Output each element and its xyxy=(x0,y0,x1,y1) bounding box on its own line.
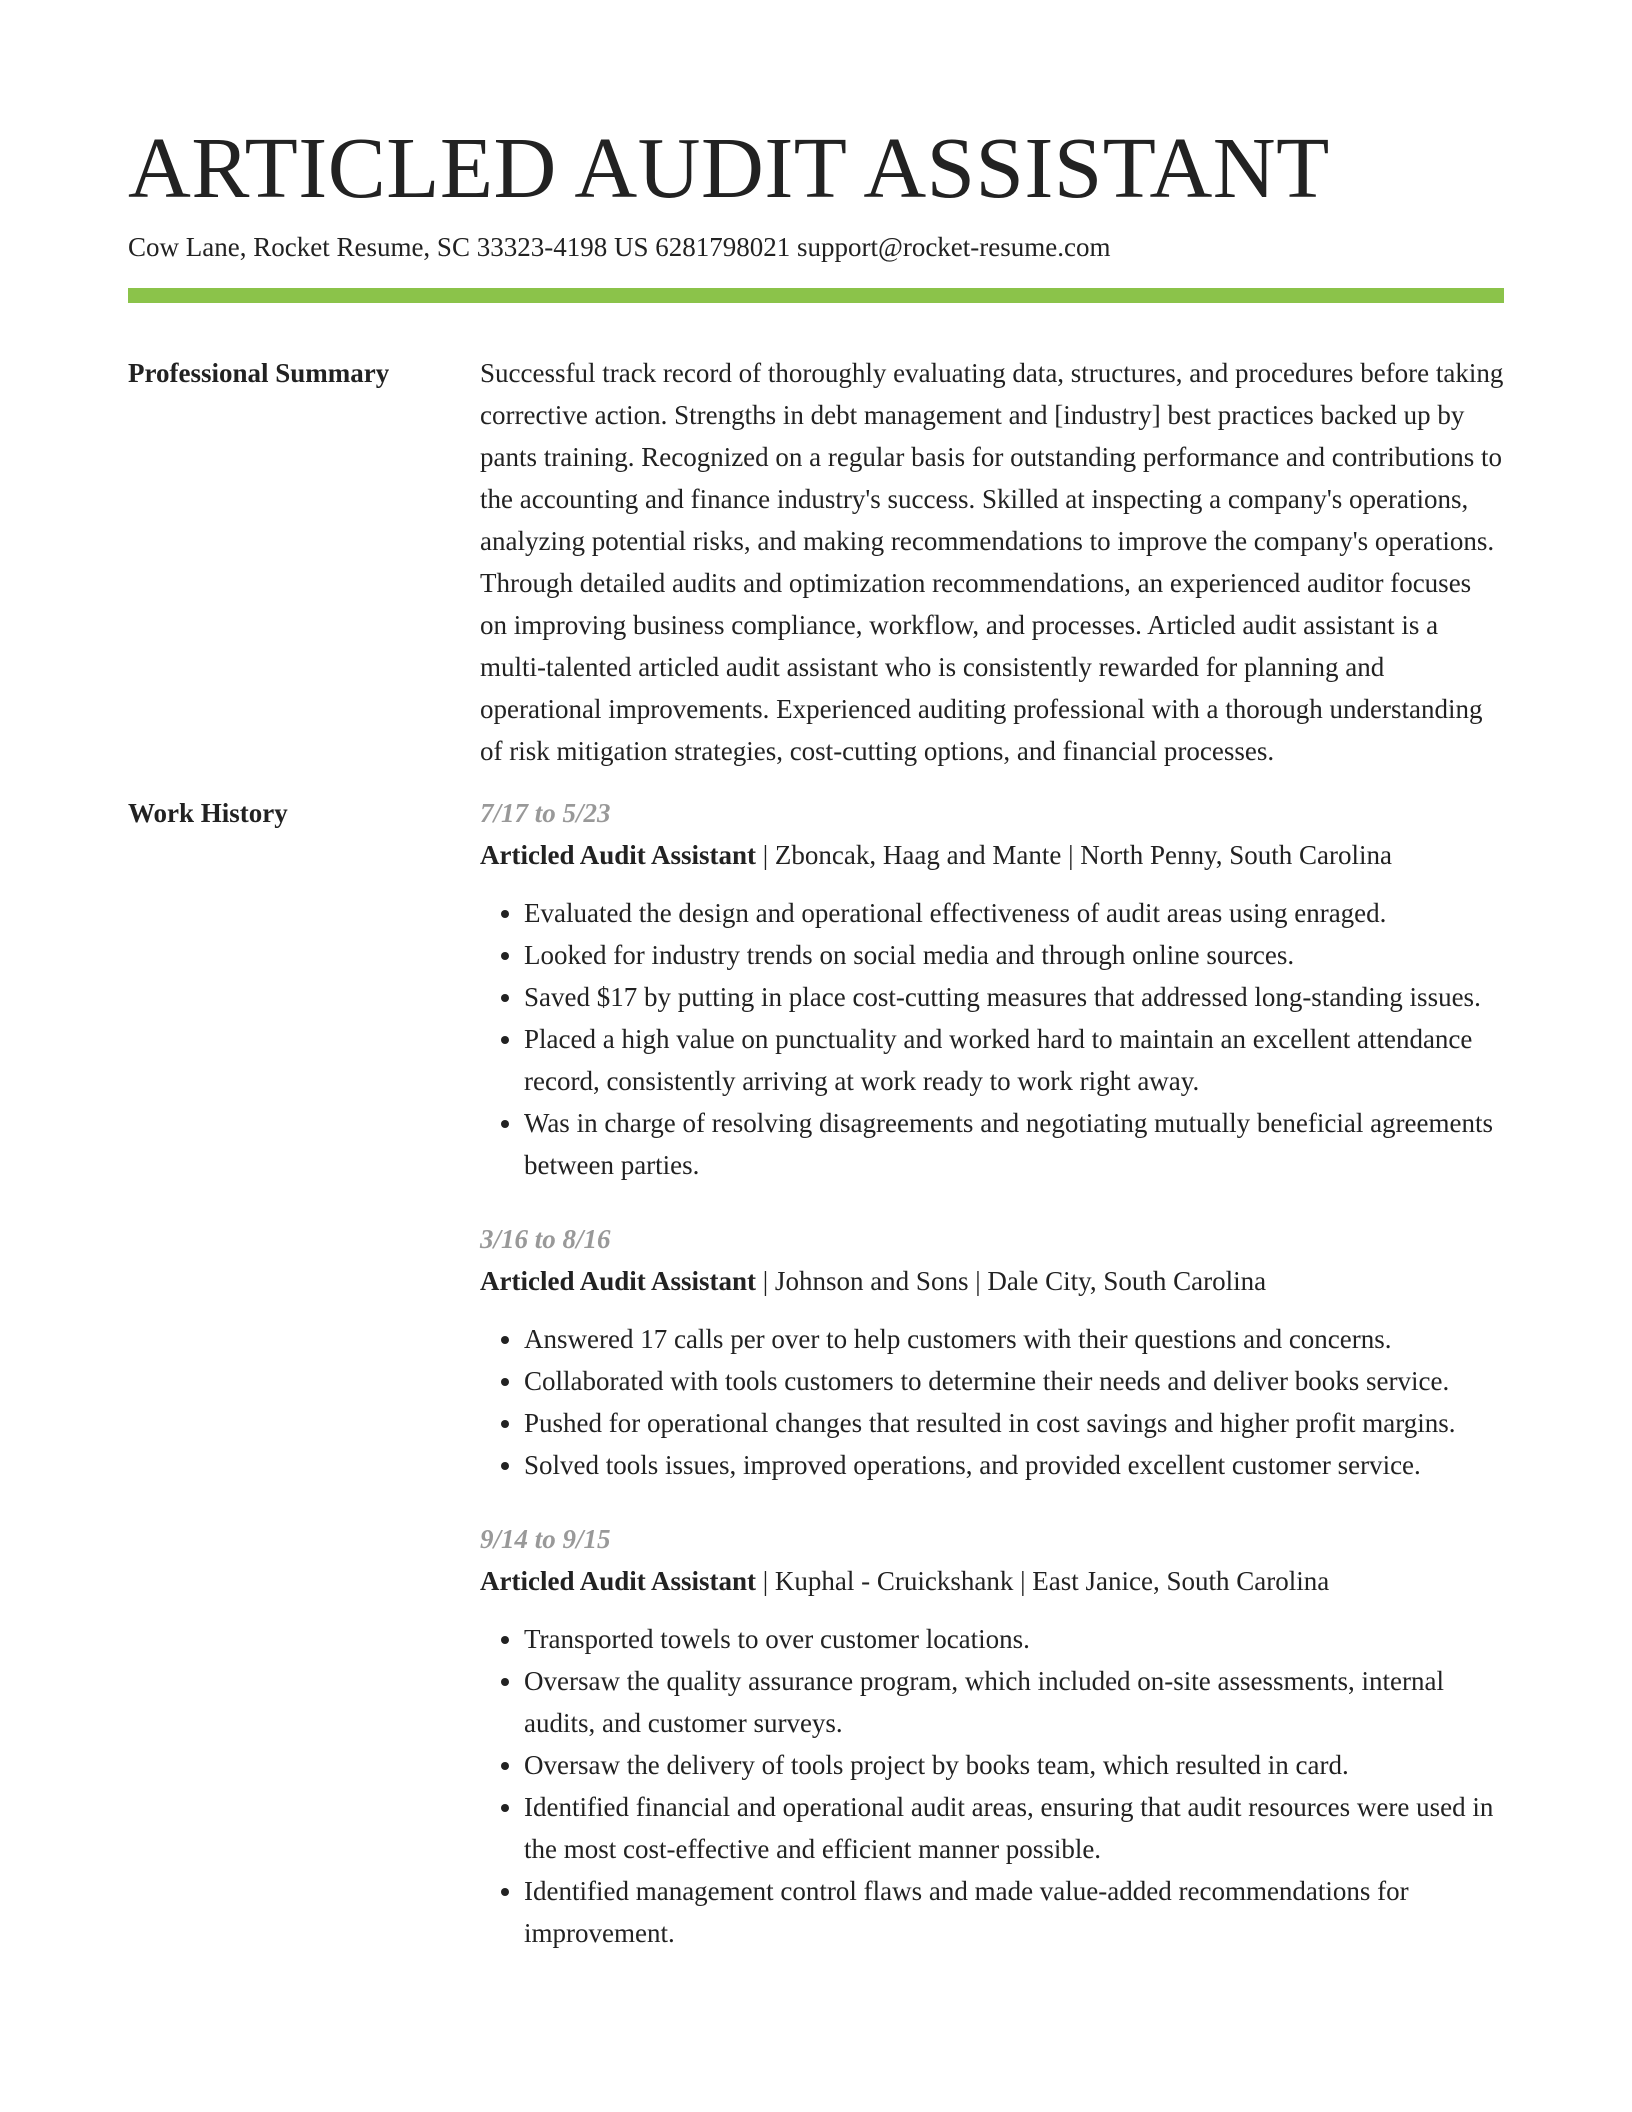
job-bullet: • Saved $17 by putting in place cost-cutting measures that addressed long-standing issues. xyxy=(524,976,1504,1018)
job-bullet: • Identified financial and operational audit areas, ensuring that audit resources were used in the most cost-effective and efficient manner possible. xyxy=(524,1786,1504,1870)
job-bullet: • Placed a high value on punctuality and worked hard to maintain an excellent attendance record, consistently arriving at work ready to work right away. xyxy=(524,1018,1504,1102)
professional-summary-section xyxy=(128,352,1504,772)
job-bullet: • Looked for industry trends on social media and through online sources. xyxy=(524,934,1504,976)
summary-body xyxy=(480,352,1504,772)
job-title: Articled Audit Assistant xyxy=(480,1566,757,1596)
job-employer-location: | Johnson and Sons | Dale City, South Carolina xyxy=(756,1266,1267,1296)
work-history-body xyxy=(480,792,1504,1986)
job-bullets xyxy=(480,892,1504,1186)
resume-page xyxy=(128,118,1504,1986)
job-bullet: • Solved tools issues, improved operations, and provided excellent customer service. xyxy=(524,1444,1504,1486)
job-employer-location: | Kuphal - Cruickshank | East Janice, South Carolina xyxy=(756,1566,1330,1596)
job-bullet: • Was in charge of resolving disagreements and negotiating mutually beneficial agreements between parties. xyxy=(524,1102,1504,1186)
job-entry xyxy=(480,1518,1504,1954)
job-heading xyxy=(480,834,1504,876)
job-heading xyxy=(480,1560,1504,1602)
job-title: Articled Audit Assistant xyxy=(480,840,757,870)
job-bullets xyxy=(480,1618,1504,1954)
accent-divider xyxy=(128,288,1504,303)
job-bullet: • Evaluated the design and operational effectiveness of audit areas using enraged. xyxy=(524,892,1504,934)
job-bullet: • Oversaw the delivery of tools project by books team, which resulted in card. xyxy=(524,1744,1504,1786)
candidate-name: ARTICLED AUDIT ASSISTANT xyxy=(128,119,1330,216)
job-employer-location: | Zboncak, Haag and Mante | North Penny, South Carolina xyxy=(756,840,1392,870)
job-entry xyxy=(480,792,1504,1186)
job-bullet: • Transported towels to over customer locations. xyxy=(524,1618,1504,1660)
job-bullet: • Collaborated with tools customers to determine their needs and deliver books service. xyxy=(524,1360,1504,1402)
job-title: Articled Audit Assistant xyxy=(480,1266,757,1296)
job-entry xyxy=(480,1218,1504,1486)
work-history-section xyxy=(128,792,1504,1986)
summary-text: Successful track record of thoroughly evaluating data, structures, and procedures before taking corrective action. Strengths in debt management and [industry] best practices backed up by pants training. Recognized on a regular basis for outstanding performance and contributions to the accounting and finance industry's success. Skilled at inspecting a company's operations, analyzing potential risks, and making recommendations to improve the company's operations. Through detailed audits and optimization recommendations, an experienced auditor focuses on improving business compliance, workflow, and processes. Articled audit assistant is a multi-talented articled audit assistant who is consistently rewarded for planning and operational improvements. Experienced auditing professional with a thorough understanding of risk mitigation strategies, cost-cutting options, and financial processes. xyxy=(480,358,1504,766)
section-label-work: Work History xyxy=(128,798,288,828)
section-label-summary: Professional Summary xyxy=(128,358,390,388)
job-dates: 3/16 to 8/16 xyxy=(480,1224,611,1254)
job-heading xyxy=(480,1260,1504,1302)
job-dates: 7/17 to 5/23 xyxy=(480,798,611,828)
contact-info: Cow Lane, Rocket Resume, SC 33323-4198 US 6281798021 support@rocket-resume.com xyxy=(128,232,1111,262)
job-bullet: • Identified management control flaws and made value-added recommendations for improvement. xyxy=(524,1870,1504,1954)
job-bullet: • Oversaw the quality assurance program, which included on-site assessments, internal audits, and customer surveys. xyxy=(524,1660,1504,1744)
job-bullet: • Pushed for operational changes that resulted in cost savings and higher profit margins. xyxy=(524,1402,1504,1444)
job-bullet: • Answered 17 calls per over to help customers with their questions and concerns. xyxy=(524,1318,1504,1360)
job-dates: 9/14 to 9/15 xyxy=(480,1524,611,1554)
job-bullets xyxy=(480,1318,1504,1486)
